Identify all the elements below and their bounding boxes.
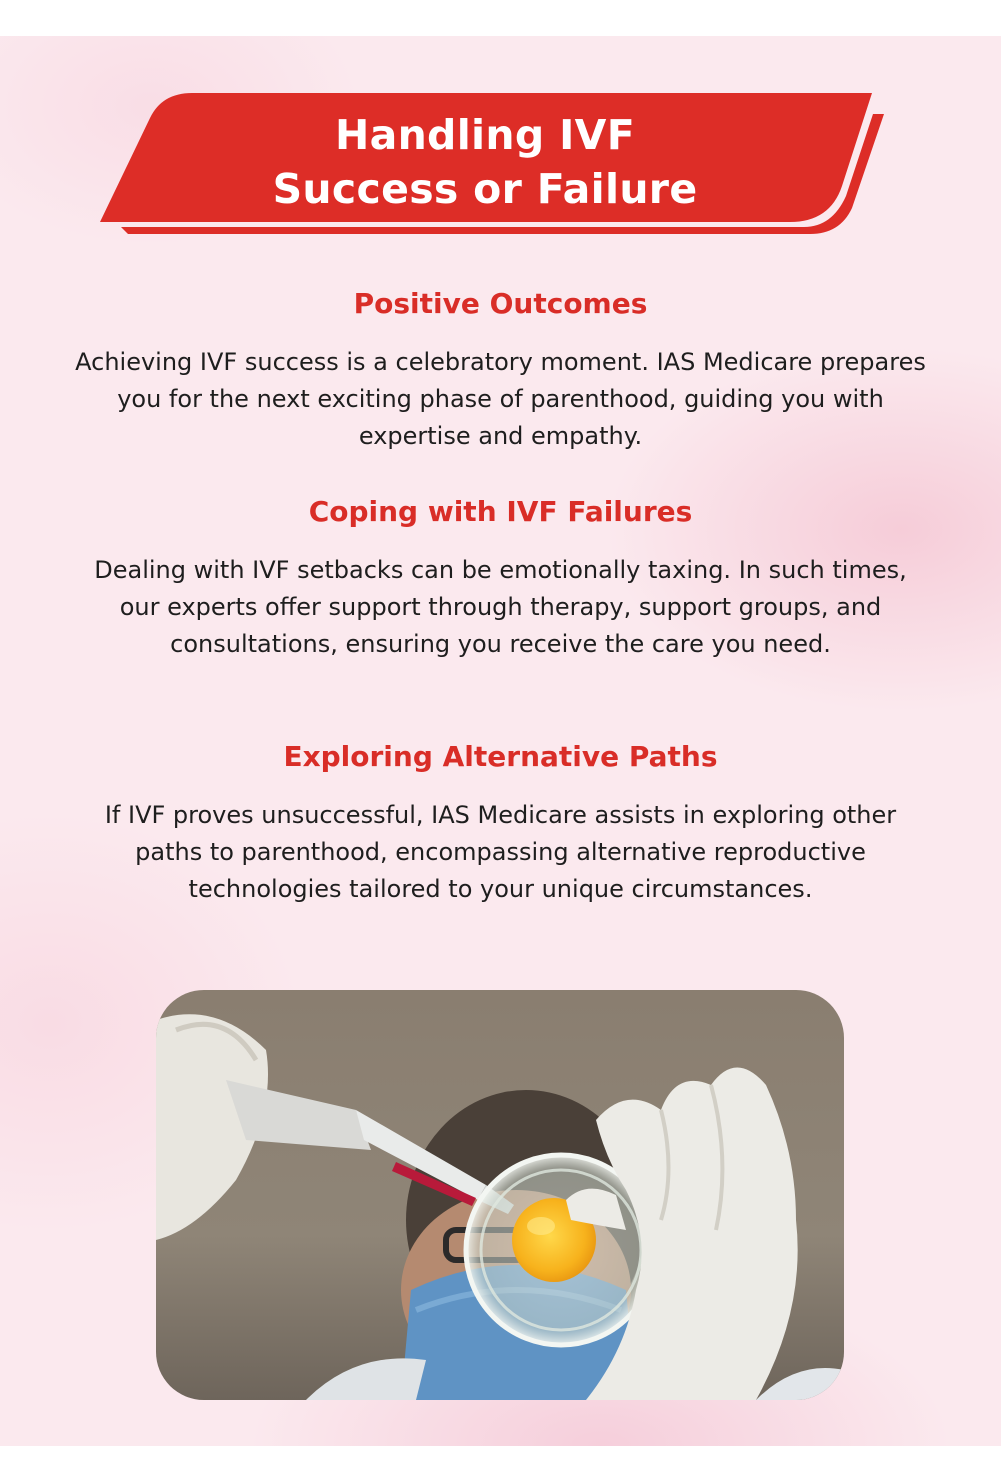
heading-alternative-paths: Exploring Alternative Paths [283,740,718,773]
paragraph-alternative-paths: If IVF proves unsuccessful, IAS Medicare assists in exploring other paths to parenthood, encompassing alternative reproductive technologies tailored to your unique circumstances. [104,801,897,903]
heading-positive-outcomes: Positive Outcomes [353,287,648,320]
heading-coping-failures: Coping with IVF Failures [308,495,693,528]
paragraph-positive-outcomes: Achieving IVF success is a celebratory moment. IAS Medicare prepares you for the next exciting phase of parenthood, guiding you with expertise and empathy. [75,348,926,450]
page-title [160,108,810,216]
lab-petri-dish-photo [156,990,844,1400]
photo-illustration [156,990,844,1400]
content-card [0,36,1001,1446]
paragraph-coping-failures: Dealing with IVF setbacks can be emotionally taxing. In such times, our experts offer support through therapy, support groups, and consultations, ensuring you receive the care you need. [94,556,907,658]
page-title-line-2: Success or Failure [272,165,698,213]
page-title-line-1: Handling IVF [334,111,636,159]
